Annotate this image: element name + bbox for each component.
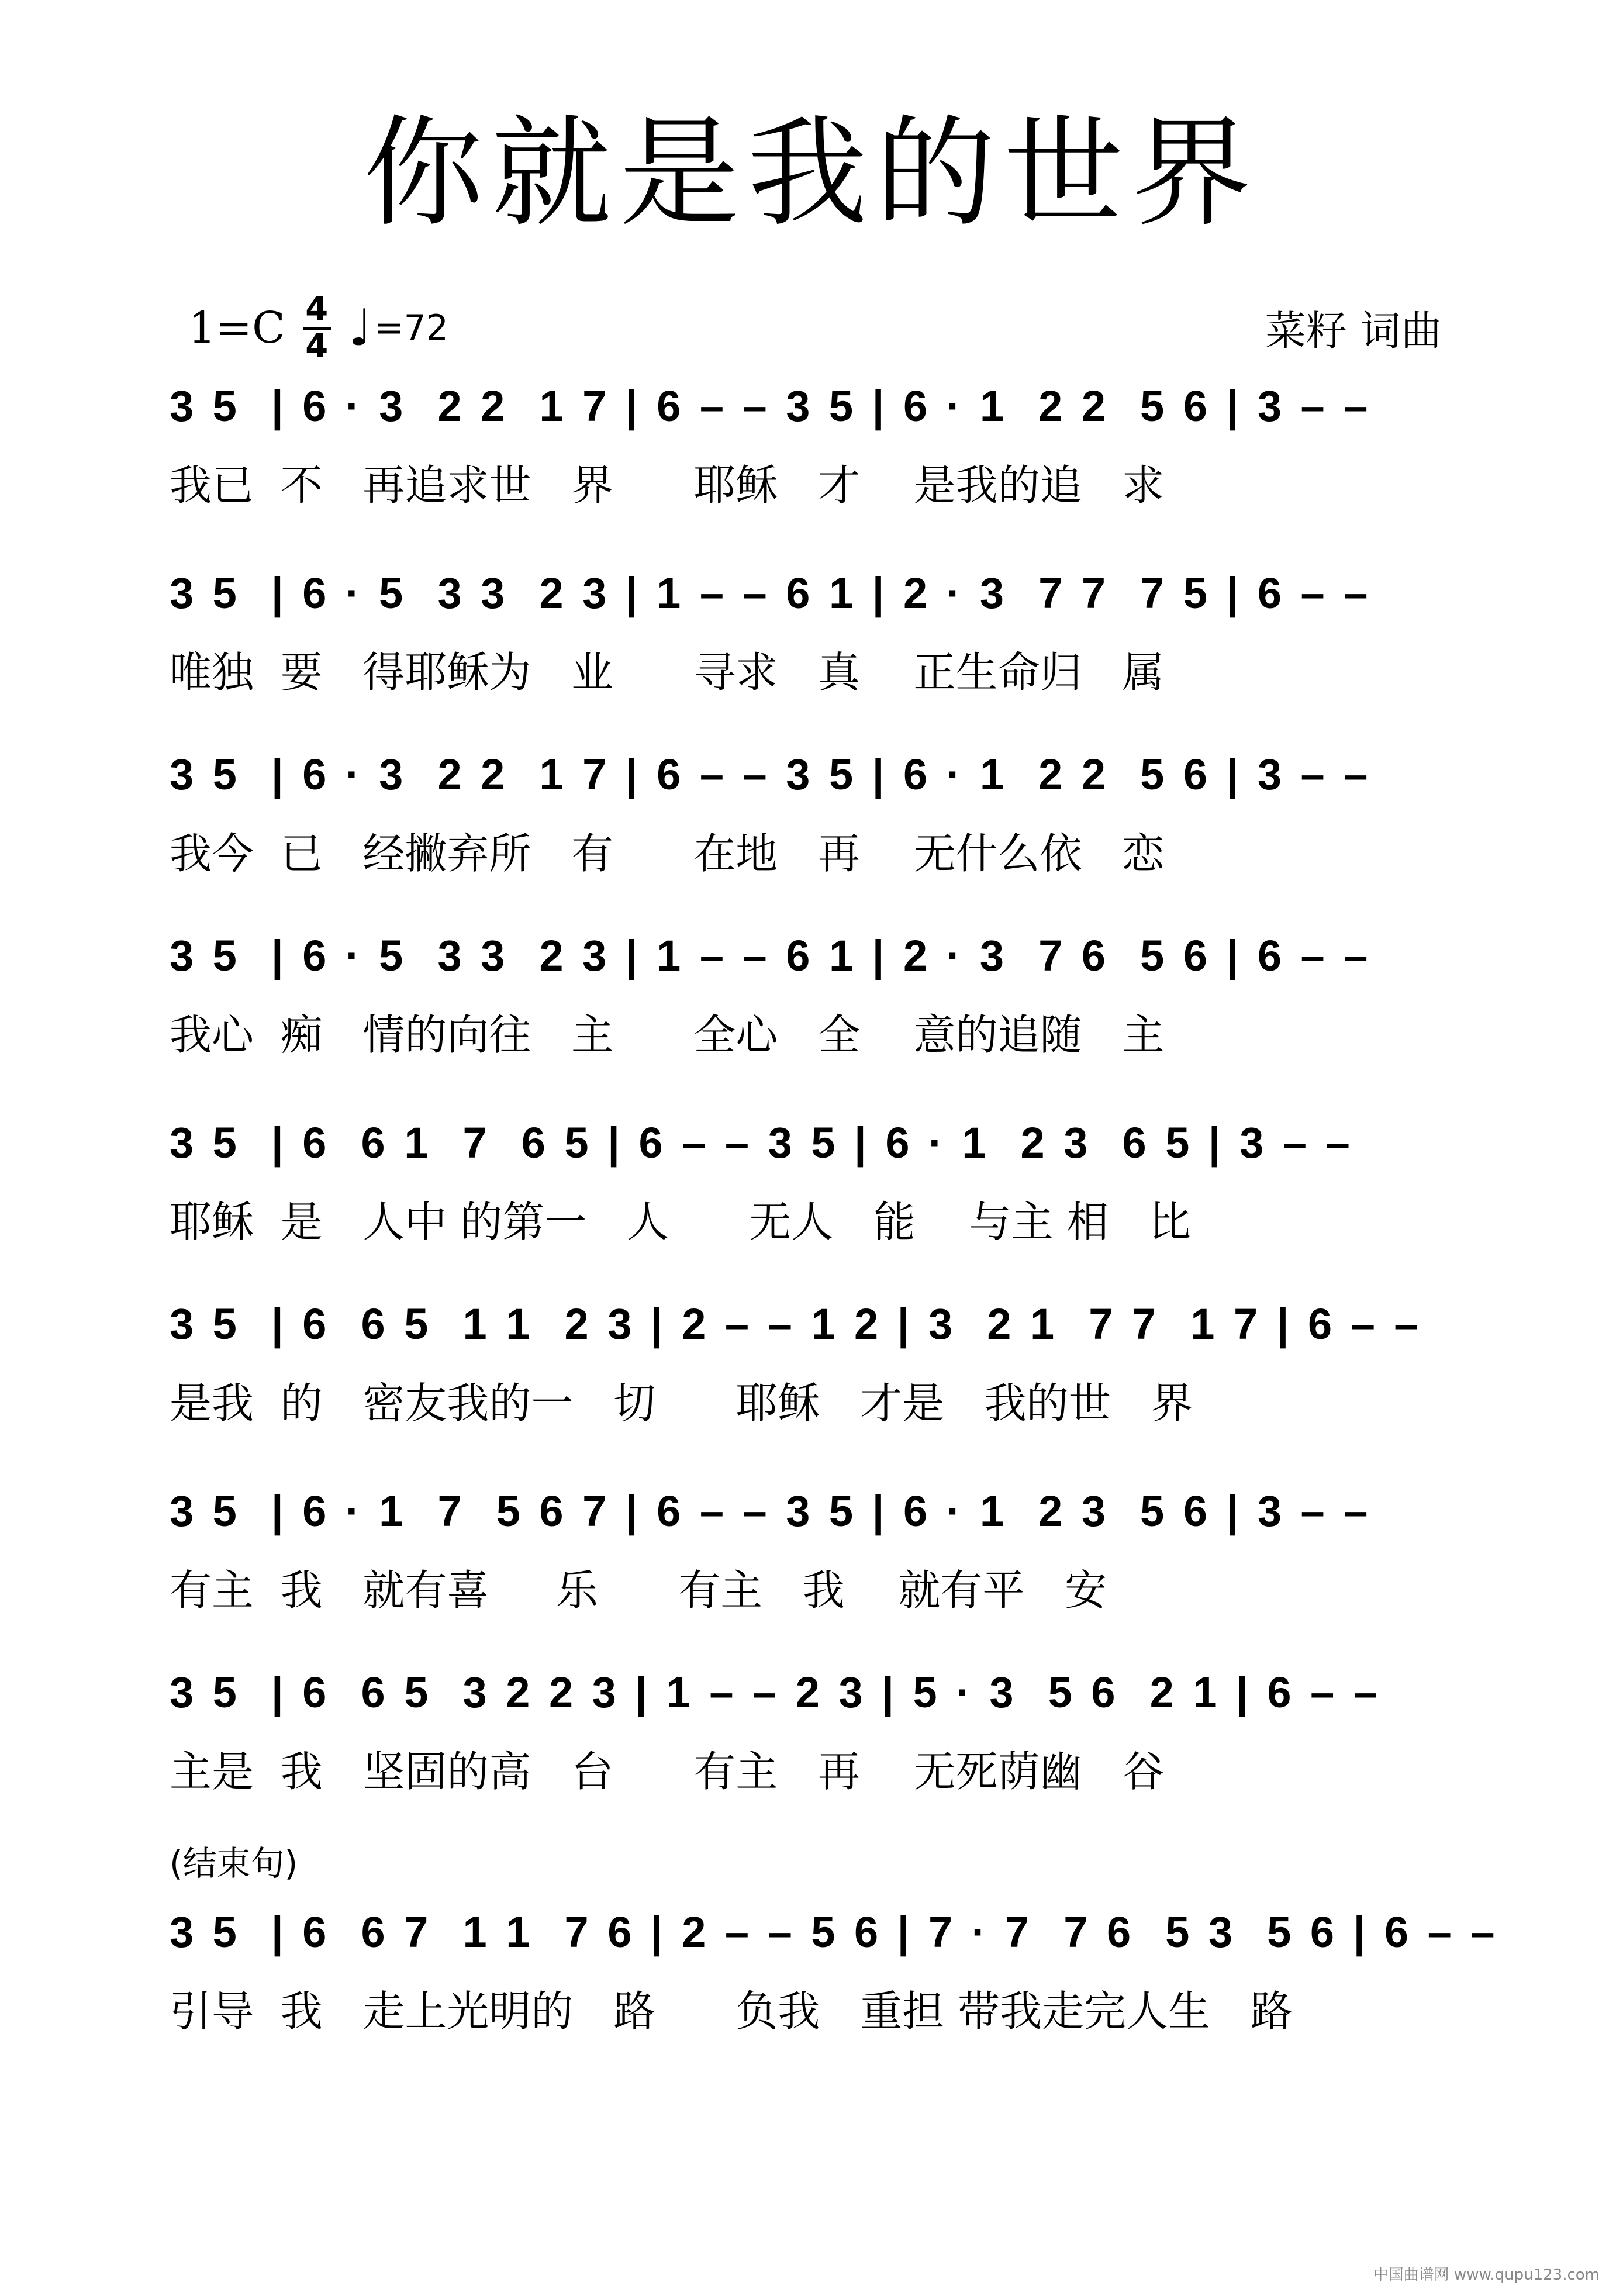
ending-label: (结束句) bbox=[170, 1843, 298, 1883]
notation-line: 3 5 | 6 · 5 3 3 2 3 | 1 – – 6 1 | 2 · 3 7 7 7 5 | 6 – – bbox=[170, 569, 1372, 617]
score-system-8 bbox=[170, 1660, 1473, 1801]
notation-line: 3 5 | 6 6 7 1 1 7 6 | 2 – – 5 6 | 7 · 7 7 6 5 3 5 6 | 6 – – bbox=[170, 1908, 1498, 1956]
tempo-marking: =72 bbox=[374, 308, 448, 349]
score-system-1 bbox=[170, 374, 1473, 515]
notation-line: 3 5 | 6 · 3 2 2 1 7 | 6 – – 3 5 | 6 · 1 2 2 5 6 | 3 – – bbox=[170, 750, 1372, 799]
time-signature bbox=[303, 292, 331, 364]
lyrics-line: 我心 痴 情的向往 主 全心 全 意的追随 主 bbox=[170, 1010, 1165, 1059]
notation-line: 3 5 | 6 · 3 2 2 1 7 | 6 – – 3 5 | 6 · 1 2 2 5 6 | 3 – – bbox=[170, 382, 1372, 430]
notation-line: 3 5 | 6 · 1 7 5 6 7 | 6 – – 3 5 | 6 · 1 2 3 5 6 | 3 – – bbox=[170, 1487, 1372, 1535]
score-system-9 bbox=[170, 1900, 1498, 2040]
score-system-3 bbox=[170, 743, 1473, 883]
lyrics-line: 我今 已 经撇弃所 有 在地 再 无什么依 恋 bbox=[170, 829, 1165, 878]
notation-line: 3 5 | 6 6 5 1 1 2 3 | 2 – – 1 2 | 3 2 1 7 7 1 7 | 6 – – bbox=[170, 1300, 1422, 1348]
lyrics-line: 引导 我 走上光明的 路 负我 重担 带我走完人生 路 bbox=[170, 1987, 1293, 2036]
key-signature: 1=C bbox=[188, 303, 285, 354]
lyrics-line: 有主 我 就有喜 乐 有主 我 就有平 安 bbox=[170, 1566, 1107, 1615]
notation-line: 3 5 | 6 6 1 7 6 5 | 6 – – 3 5 | 6 · 1 2 3 6 5 | 3 – – bbox=[170, 1118, 1353, 1167]
score-system-4 bbox=[170, 924, 1473, 1064]
notation-line: 3 5 | 6 · 5 3 3 2 3 | 1 – – 6 1 | 2 · 3 7 6 5 6 | 6 – – bbox=[170, 931, 1372, 980]
lyrics-line: 唯独 要 得耶稣为 业 寻求 真 正生命归 属 bbox=[170, 648, 1165, 697]
time-signature-bottom: 4 bbox=[305, 327, 329, 365]
score-system-5 bbox=[170, 1111, 1473, 1251]
notation-line: 3 5 | 6 6 5 3 2 2 3 | 1 – – 2 3 | 5 · 3 5 6 2 1 | 6 – – bbox=[170, 1668, 1381, 1717]
lyrics-line: 耶稣 是 人中 的第一 人 无人 能 与主 相 比 bbox=[170, 1197, 1192, 1247]
score-system-2 bbox=[170, 561, 1473, 702]
score-system-6 bbox=[170, 1292, 1473, 1432]
lyrics-line: 我已 不 再追求世 界 耶稣 才 是我的追 求 bbox=[170, 461, 1165, 510]
score-system-7 bbox=[170, 1479, 1473, 1620]
lyrics-line: 主是 我 坚固的高 台 有主 再 无死荫幽 谷 bbox=[170, 1747, 1165, 1796]
key-tempo-line bbox=[188, 292, 448, 364]
site-watermark: 中国曲谱网 www.qupu123.com bbox=[1373, 2266, 1600, 2284]
song-title: 你就是我的世界 bbox=[363, 104, 1260, 243]
quarter-note-icon: ♩ bbox=[348, 299, 372, 358]
composer-credit: 菜籽 词曲 bbox=[1265, 307, 1442, 355]
lyrics-line: 是我 的 密友我的一 切 耶稣 才是 我的世 界 bbox=[170, 1379, 1193, 1428]
time-signature-top: 4 bbox=[305, 290, 329, 328]
